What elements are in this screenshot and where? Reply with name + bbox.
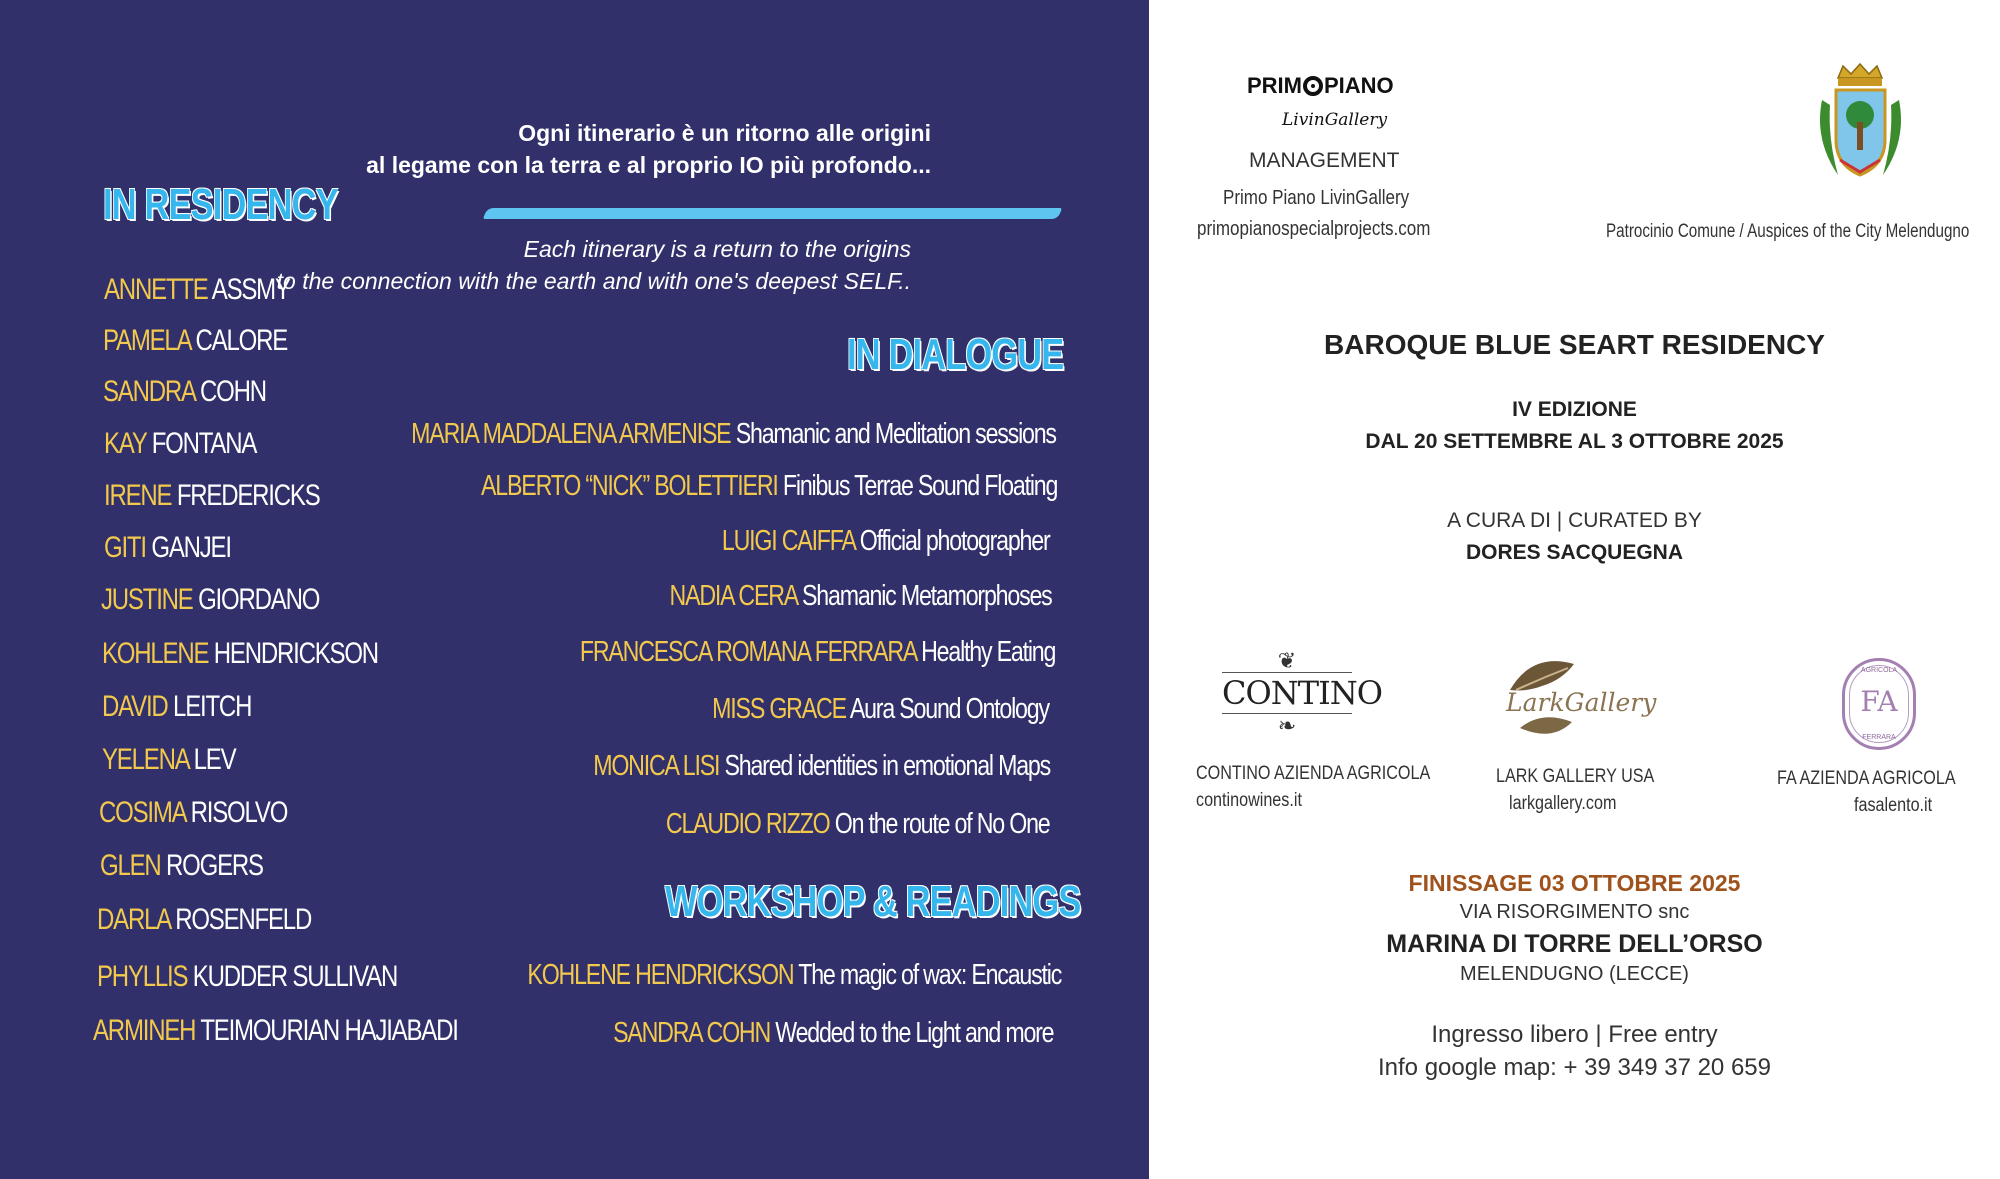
artist-last-name: LEV <box>193 743 236 776</box>
dialogue-row <box>411 418 1056 451</box>
participant-topic: Healthy Eating <box>920 636 1055 668</box>
artist-first-name: KAY <box>104 427 147 460</box>
artist-last-name: RISOLVO <box>190 796 288 829</box>
event-dates: DAL 20 SETTEMBRE AL 3 OTTOBRE 2025 <box>1365 430 1784 453</box>
artist-last-name: ASSMY <box>211 273 290 306</box>
workshop-heading: WORKSHOP & READINGS <box>665 877 1081 926</box>
dialogue-row <box>481 470 1057 503</box>
residency-artist <box>100 849 263 883</box>
lark-url: larkgallery.com <box>1509 793 1617 814</box>
artist-last-name: CALORE <box>195 324 288 357</box>
primopiano-script: LivinGallery <box>1282 110 1388 130</box>
dialogue-row <box>670 580 1052 613</box>
residency-artist <box>97 903 311 937</box>
artist-first-name: KOHLENE <box>102 637 209 670</box>
dialogue-row <box>712 693 1049 726</box>
residency-artist <box>104 479 320 513</box>
workshop-row <box>613 1017 1053 1050</box>
residency-artist <box>97 960 397 994</box>
residency-artist <box>104 427 256 461</box>
finissage-place: MARINA DI TORRE DELL’ORSO <box>1386 930 1763 958</box>
fa-url: fasalento.it <box>1854 795 1933 816</box>
participant-name: MONICA LISI <box>593 750 720 782</box>
participant-name: LUIGI CAIFFA <box>721 525 854 557</box>
artist-first-name: DAVID <box>102 690 168 723</box>
dialogue-heading: IN DIALOGUE <box>847 330 1064 379</box>
quote-en-line1: Each itinerary is a return to the origins <box>523 236 911 262</box>
participant-name: MISS GRACE <box>712 693 846 725</box>
artist-last-name: TEIMOURIAN HAJIABADI <box>200 1014 458 1047</box>
residency-artist <box>102 743 235 777</box>
finissage-title: FINISSAGE 03 OTTOBRE 2025 <box>1408 870 1741 896</box>
participant-topic: Finibus Terrae Sound Floating <box>782 470 1057 502</box>
lark-logo-text: LarkGallery <box>1506 688 1657 717</box>
artist-last-name: KUDDER SULLIVAN <box>192 960 398 993</box>
quote-it-line2: al legame con la terra e al proprio IO più profondo... <box>366 152 931 178</box>
residency-artist <box>99 796 287 830</box>
comune-caption: Patrocinio Comune / Auspices of the City Melendugno <box>1606 221 1970 242</box>
participant-topic: Shamanic and Meditation sessions <box>735 418 1056 450</box>
target-icon <box>1303 76 1323 96</box>
artist-first-name: PAMELA <box>103 324 191 357</box>
ornament-bottom-icon: ❧ <box>1277 713 1297 738</box>
dialogue-row <box>721 525 1049 558</box>
artist-last-name: COHN <box>199 375 266 408</box>
participant-topic: Official photographer <box>859 525 1049 557</box>
contino-logo-text: CONTINO <box>1222 674 1382 712</box>
residency-artist <box>93 1014 458 1048</box>
artist-last-name: GIORDANO <box>198 583 320 616</box>
finissage-address: VIA RISORGIMENTO snc <box>1459 901 1690 923</box>
dialogue-row <box>593 750 1050 783</box>
fa-logo-letters: FA <box>1860 685 1898 718</box>
artist-first-name: YELENA <box>102 743 189 776</box>
participant-name: NADIA CERA <box>669 580 798 612</box>
curator-name: DORES SACQUEGNA <box>1465 541 1684 564</box>
artist-first-name: JUSTINE <box>101 583 193 616</box>
residency-artist <box>104 531 231 565</box>
participant-name: ALBERTO “NICK” BOLETTIERI <box>480 470 778 502</box>
residency-artist <box>101 583 319 617</box>
curated-label: A CURA DI | CURATED BY <box>1447 509 1702 532</box>
artist-first-name: GITI <box>104 531 146 564</box>
residency-heading: IN RESIDENCY <box>103 180 338 229</box>
primopiano-url: primopianospecialprojects.com <box>1197 218 1431 240</box>
primopiano-name: Primo Piano LivinGallery <box>1223 187 1410 209</box>
fa-logo <box>1842 658 1916 750</box>
workshop-row <box>527 959 1061 992</box>
primopiano-logo-piano: PIANO <box>1324 73 1394 98</box>
artist-first-name: IRENE <box>104 479 172 512</box>
contino-url: continowines.it <box>1196 790 1302 811</box>
artist-first-name: ANNETTE <box>104 273 208 306</box>
contino-name: CONTINO AZIENDA AGRICOLA <box>1196 763 1431 784</box>
lark-name: LARK GALLERY USA <box>1496 766 1655 787</box>
artist-last-name: GANJEI <box>151 531 231 564</box>
contino-logo <box>1222 648 1382 745</box>
quote-en-line2: to the connection with the earth and with one's deepest SELF.. <box>276 268 911 294</box>
ornament-top-icon: ❦ <box>1277 648 1297 673</box>
city-crest-icon <box>1808 60 1913 195</box>
artist-first-name: DARLA <box>97 903 170 936</box>
artist-first-name: GLEN <box>100 849 161 882</box>
residency-artist <box>103 324 287 358</box>
fa-logo-top: AGRICOLA <box>1860 667 1898 674</box>
artist-first-name: SANDRA <box>103 375 195 408</box>
primopiano-logo <box>1247 73 1394 99</box>
participant-topic: On the route of No One <box>834 808 1049 840</box>
artist-last-name: LEITCH <box>173 690 252 723</box>
artist-last-name: HENDRICKSON <box>213 637 378 670</box>
participant-topic: Shamanic Metamorphoses <box>802 580 1052 612</box>
dialogue-row <box>580 636 1055 669</box>
residency-artist <box>103 375 266 409</box>
artist-first-name: ARMINEH <box>93 1014 196 1047</box>
primopiano-logo-prim: PRIM <box>1247 73 1302 98</box>
participant-name: CLAUDIO RIZZO <box>665 808 829 840</box>
finissage-city: MELENDUGNO (LECCE) <box>1460 963 1689 985</box>
map-info: Info google map: + 39 349 37 20 659 <box>1378 1054 1771 1081</box>
artist-last-name: FREDERICKS <box>176 479 320 512</box>
participant-topic: Shared identities in emotional Maps <box>724 750 1050 782</box>
fa-name: FA AZIENDA AGRICOLA <box>1777 768 1956 789</box>
participant-topic: Wedded to the Light and more <box>774 1017 1053 1049</box>
lark-gallery-logo <box>1502 650 1657 750</box>
participant-name: KOHLENE HENDRICKSON <box>527 959 794 991</box>
artist-last-name: FONTANA <box>151 427 257 460</box>
dialogue-row <box>665 808 1049 841</box>
event-title: BAROQUE BLUE SEART RESIDENCY <box>1324 329 1825 360</box>
artist-last-name: ROGERS <box>166 849 263 882</box>
fa-logo-bottom: FERRARA <box>1862 734 1896 741</box>
residency-artist <box>102 690 251 724</box>
quote-it-line1: Ogni itinerario è un ritorno alle origini <box>518 120 931 146</box>
event-edition: IV EDIZIONE <box>1512 398 1637 421</box>
participant-topic: The magic of wax: Encaustic <box>798 959 1061 991</box>
entry-info: Ingresso libero | Free entry <box>1431 1021 1718 1048</box>
blue-brush-stroke <box>483 208 1062 219</box>
residency-artist <box>102 637 378 671</box>
artist-first-name: PHYLLIS <box>97 960 188 993</box>
artist-last-name: ROSENFELD <box>175 903 312 936</box>
participant-name: FRANCESCA ROMANA FERRARA <box>579 636 916 668</box>
participant-name: MARIA MADDALENA ARMENISE <box>411 418 731 450</box>
residency-artist <box>104 273 290 307</box>
participant-name: SANDRA COHN <box>612 1017 770 1049</box>
participant-topic: Aura Sound Ontology <box>849 693 1049 725</box>
primopiano-management: MANAGEMENT <box>1249 149 1400 172</box>
artist-first-name: COSIMA <box>99 796 186 829</box>
